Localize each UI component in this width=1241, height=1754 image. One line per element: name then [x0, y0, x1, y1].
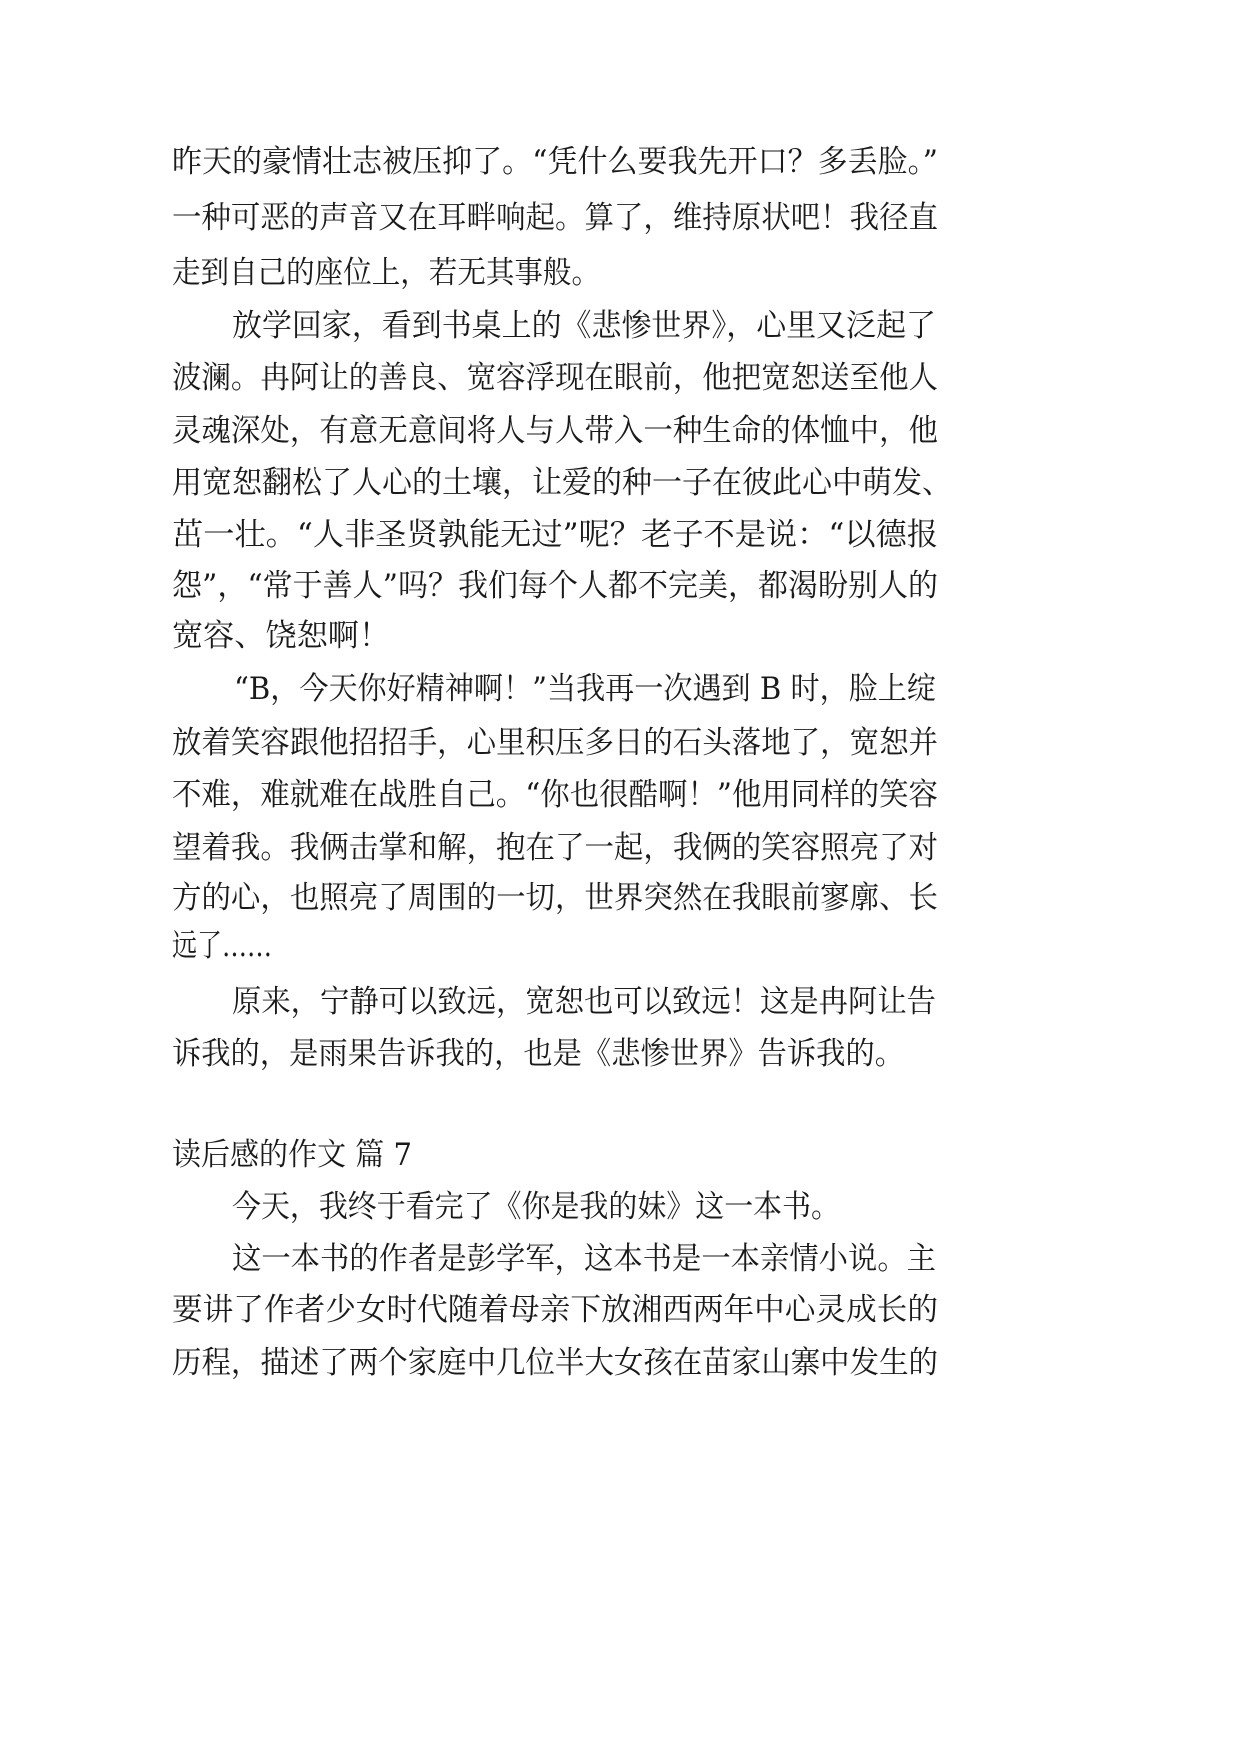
line-text: 放着笑容跟他招招手，心里积压多日的石头落地了，宽恕并 [172, 725, 938, 761]
line-text: 历程，描述了两个家庭中几位半大女孩在苗家山寨中发生的 [172, 1345, 938, 1381]
text-line [0, 188, 1241, 248]
text-line [0, 1024, 1241, 1084]
line-text: 灵魂深处，有意无意间将人与人带入一种生命的体恤中，他 [172, 413, 938, 449]
line-text: 昨天的豪情壮志被压抑了。“凭什么要我先开口？多丢脸。” [172, 144, 938, 180]
text-line [0, 1333, 1241, 1393]
line-text: 一种可恶的声音又在耳畔响起。算了，维持原状吧！我径直 [172, 200, 938, 236]
line-text: “B，今天你好精神啊！”当我再一次遇到 B 时，脸上绽 [234, 671, 936, 707]
text-line [0, 713, 1241, 773]
line-text: 望着我。我俩击掌和解，抱在了一起，我俩的笑容照亮了对 [172, 830, 938, 866]
text-line [0, 401, 1241, 461]
text-line [0, 659, 1241, 719]
section-heading [0, 1125, 1241, 1185]
text-line [0, 1177, 1241, 1237]
text-line [0, 453, 1241, 513]
heading-text: 读后感的作文 篇 7 [172, 1137, 412, 1173]
line-text: 不难，难就难在战胜自己。“你也很酷啊！”他用同样的笑容 [172, 777, 938, 813]
text-line [0, 765, 1241, 825]
line-text: 原来，宁静可以致远，宽恕也可以致远！这是冉阿让告 [232, 984, 936, 1020]
line-text: 宽容、饶恕啊！ [172, 618, 390, 654]
text-line [0, 243, 1241, 303]
line-text: 放学回家，看到书桌上的《悲惨世界》，心里又泛起了 [232, 308, 936, 344]
text-line [0, 916, 1241, 976]
text-line [0, 972, 1241, 1032]
line-text: 怨”，“常于善人”吗？我们每个人都不完美，都渴盼别人的 [172, 568, 938, 604]
line-text: 方的心，也照亮了周围的一切，世界突然在我眼前寥廓、长 [172, 880, 938, 916]
line-text: 波澜。冉阿让的善良、宽容浮现在眼前，他把宽恕送至他人 [172, 360, 938, 396]
line-text: 用宽恕翻松了人心的土壤，让爱的种一子在彼此心中萌发、 [172, 465, 952, 501]
line-text: 茁一壮。“人非圣贤孰能无过”呢？老子不是说：“以德报 [172, 517, 938, 553]
line-text: 这一本书的作者是彭学军，这本书是一本亲情小说。主 [232, 1241, 936, 1277]
line-text: 诉我的，是雨果告诉我的，也是《悲惨世界》告诉我的。 [172, 1036, 904, 1072]
line-text: 远了…… [172, 928, 272, 964]
text-line [0, 1280, 1241, 1340]
text-line [0, 348, 1241, 408]
text-line [0, 132, 1241, 192]
line-text: 今天，我终于看完了《你是我的妹》这一本书。 [232, 1189, 840, 1225]
text-line [0, 606, 1241, 666]
text-line [0, 296, 1241, 356]
line-text: 走到自己的座位上，若无其事般。 [172, 255, 600, 291]
line-text: 要讲了作者少女时代随着母亲下放湘西两年中心灵成长的 [172, 1292, 938, 1328]
